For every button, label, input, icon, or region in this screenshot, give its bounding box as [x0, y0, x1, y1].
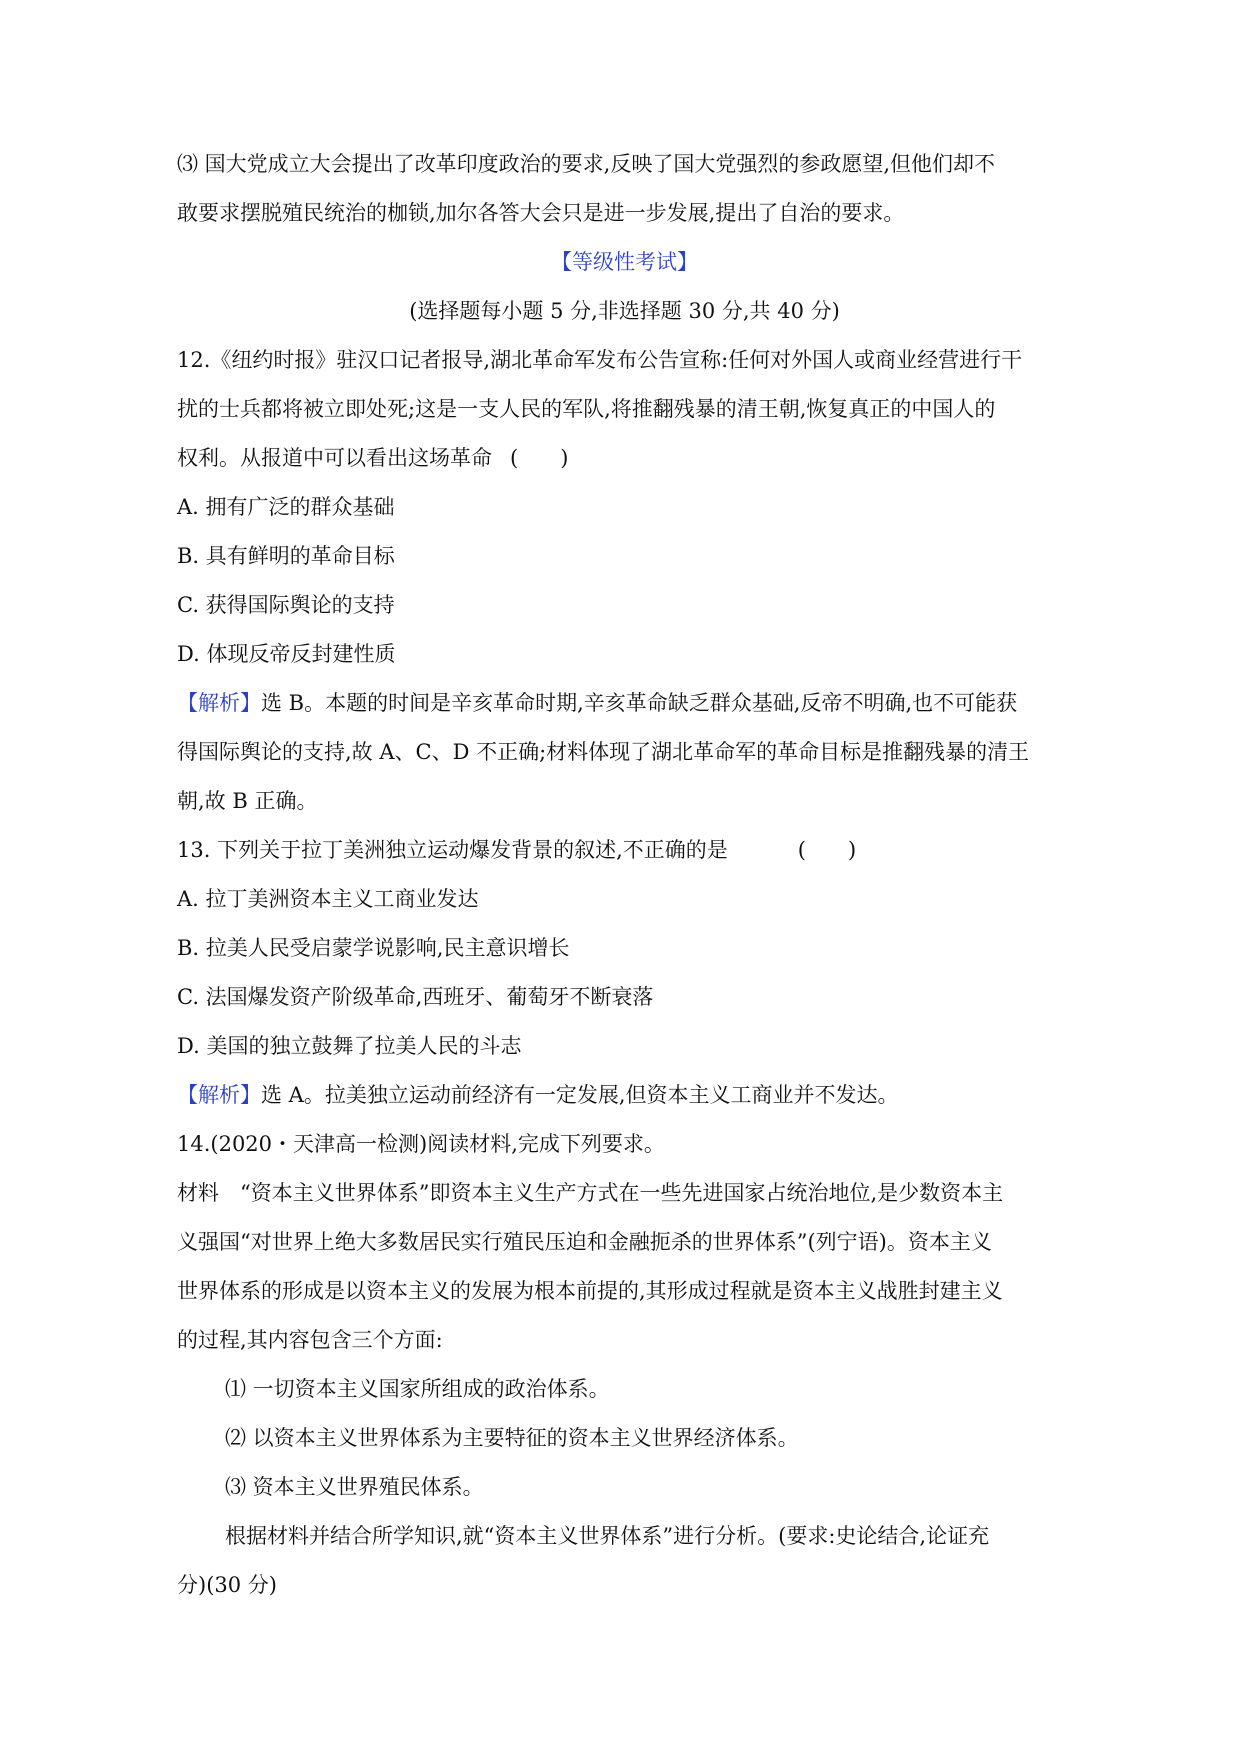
question-14-stem: 14.(2020・天津高一检测)阅读材料,完成下列要求。: [177, 1132, 665, 1156]
analysis-line: 【解析】选 A。拉美独立运动前经济有一定发展,但资本主义工商业并不发达。: [177, 1083, 899, 1107]
question-12-line: 扰的士兵都将被立即处死;这是一支人民的军队,将推翻残暴的清王朝,恢复真正的中国人的: [177, 397, 996, 421]
option-d: D. 美国的独立鼓舞了拉美人民的斗志: [177, 1034, 522, 1058]
document-page: [177, 140, 1072, 1610]
section-title: 【等级性考试】: [551, 250, 698, 274]
material-point: ⑵ 以资本主义世界体系为主要特征的资本主义世界经济体系。: [225, 1426, 799, 1450]
answer-blank: ( ): [510, 446, 569, 470]
material-point: ⑴ 一切资本主义国家所组成的政治体系。: [225, 1377, 610, 1401]
option-b: B. 拉美人民受启蒙学说影响,民主意识增长: [177, 936, 570, 960]
analysis-tag: 【解析】: [177, 691, 261, 715]
material-point: ⑶ 资本主义世界殖民体系。: [225, 1475, 484, 1499]
section-note: (选择题每小题 5 分,非选择题 30 分,共 40 分): [409, 299, 840, 323]
material-line: 义强国“对世界上绝大多数居民实行殖民压迫和金融扼杀的世界体系”(列宁语)。资本主义: [177, 1230, 992, 1254]
answer-line: ⑶ 国大党成立大会提出了改革印度政治的要求,反映了国大党强烈的参政愿望,但他们却不: [177, 152, 996, 176]
option-c: C. 法国爆发资产阶级革命,西班牙、葡萄牙不断衰落: [177, 985, 654, 1009]
analysis-line: 【解析】选 B。本题的时间是辛亥革命时期,辛亥革命缺乏群众基础,反帝不明确,也不可能获: [177, 691, 1018, 715]
question-12-line: 12.《纽约时报》驻汉口记者报导,湖北革命军发布公告宣称:任何对外国人或商业经营进行干: [177, 348, 1023, 372]
material-line: 世界体系的形成是以资本主义的发展为根本前提的,其形成过程就是资本主义战胜封建主义: [177, 1279, 1003, 1303]
material-line: 的过程,其内容包含三个方面:: [177, 1328, 443, 1352]
analysis-line: 得国际舆论的支持,故 A、C、D 不正确;材料体现了湖北革命军的革命目标是推翻残暴的清王: [177, 740, 1030, 764]
option-c: C. 获得国际舆论的支持: [177, 593, 395, 617]
analysis-line: 朝,故 B 正确。: [177, 789, 318, 813]
question-12-line: 权利。从报道中可以看出这场革命 ( ): [177, 446, 569, 470]
task-line: 根据材料并结合所学知识,就“资本主义世界体系”进行分析。(要求:史论结合,论证充: [225, 1524, 990, 1548]
option-a: A. 拥有广泛的群众基础: [177, 495, 395, 519]
option-d: D. 体现反帝反封建性质: [177, 642, 396, 666]
answer-line: 敢要求摆脱殖民统治的枷锁,加尔各答大会只是进一步发展,提出了自治的要求。: [177, 201, 905, 225]
answer-blank: ( ): [797, 838, 857, 862]
task-line: 分)(30 分): [177, 1573, 277, 1597]
material-line: 材料 “资本主义世界体系”即资本主义生产方式在一些先进国家占统治地位,是少数资本主: [177, 1181, 1004, 1205]
analysis-tag: 【解析】: [177, 1083, 261, 1107]
option-a: A. 拉丁美洲资本主义工商业发达: [177, 887, 479, 911]
question-13-stem: 13. 下列关于拉丁美洲独立运动爆发背景的叙述,不正确的是 ( ): [177, 838, 857, 862]
option-b: B. 具有鲜明的革命目标: [177, 544, 395, 568]
